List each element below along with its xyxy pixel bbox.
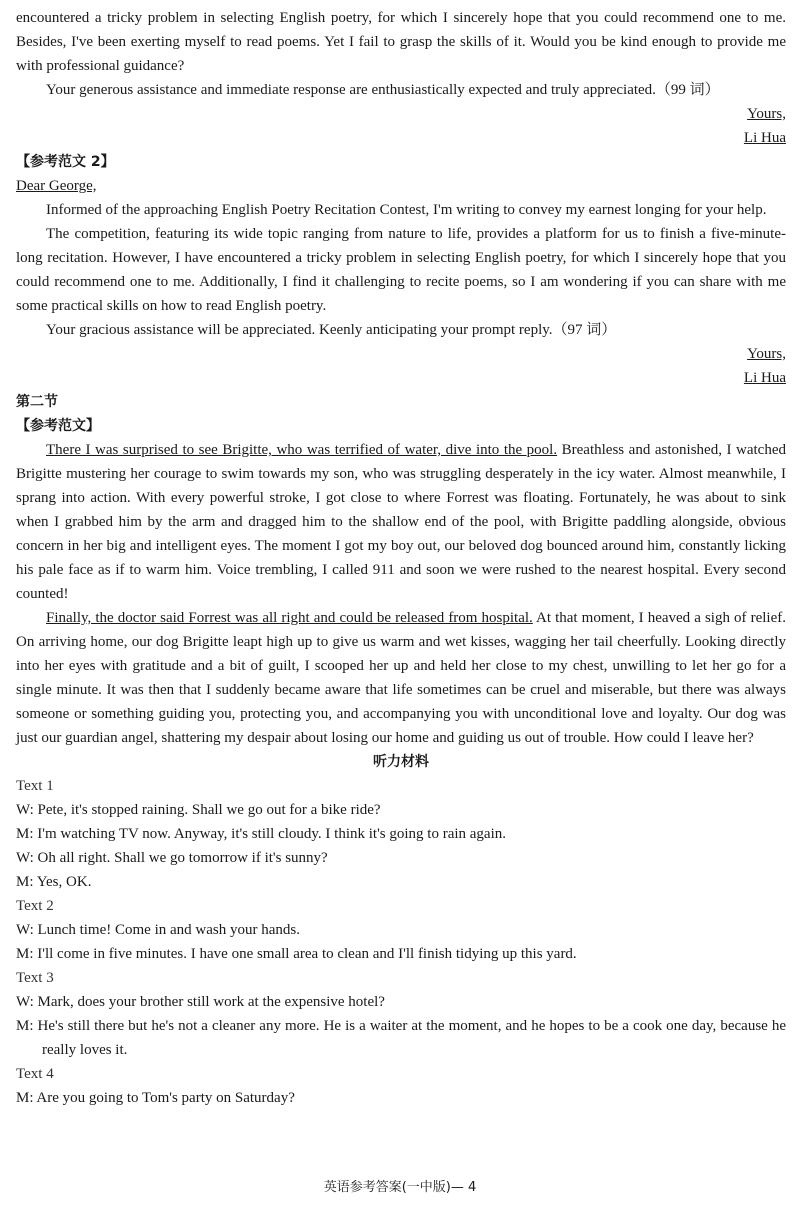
sample2-paragraph-2: The competition, featuring its wide topic ranging from nature to life, provides a platform for us to finish a five-minute-long recitation. However, I have encountered a tricky problem in selecting English poetry, for which I sincerely hope that you could recommend one to me. Additionally, I find it challenging to recite poems, so I am wondering if you can share with me some practical skills on how to read English poetry. xyxy=(16,226,786,314)
dialogue-line: W: Lunch time! Come in and wash your hands. xyxy=(16,922,300,938)
dialogue-line: M: I'm watching TV now. Anyway, it's still cloudy. I think it's going to rain again. xyxy=(16,826,507,842)
paragraph-1-body: Breathless and astonished, I watched Brigitte mustering her courage to swim towards my son, who was struggling desperately in the icy water. Almost meanwhile, I sprang into action. With every powerful stroke, I got close to where Forrest was floating. Fortunately, he was about to sink when I grabbed him by the arm and dragged him to the shallow end of the pool, with Brigitte paddling alongside, obvious concern in her big and intelligent eyes. The moment I got my boy out, our beloved dog bounced around him, constantly licking his pale face as if to warm him. Voice trembling, I called 911 and soon we were rushed to the nearest hospital. Every second counted! xyxy=(16,442,786,602)
continuation-paragraph-2 xyxy=(16,606,786,750)
text-3-label: Text 3 xyxy=(16,970,54,986)
section2-title: 第二节 xyxy=(16,394,58,410)
sample1-paragraph-2: Your generous assistance and immediate response are enthusiastically expected and truly appreciated.（99 词） xyxy=(46,82,720,98)
dialogue-line: M: Are you going to Tom's party on Saturday? xyxy=(16,1090,295,1106)
sample1-closing: Yours, xyxy=(747,106,786,122)
continuation-paragraph-1 xyxy=(16,438,786,606)
text-1-label: Text 1 xyxy=(16,778,54,794)
answer-page xyxy=(16,6,786,1110)
sample2-greeting: Dear George, xyxy=(16,178,97,194)
sample2-paragraph-1: Informed of the approaching English Poetry Recitation Contest, I'm writing to convey my earnest longing for your help. xyxy=(46,202,767,218)
dialogue-line: M: Yes, OK. xyxy=(16,874,92,890)
paragraph-1-opening-sentence: There I was surprised to see Brigitte, who was terrified of water, dive into the pool. xyxy=(46,442,558,458)
sample1-paragraph-1: encountered a tricky problem in selecting English poetry, for which I sincerely hope that you could recommend one to me. Besides, I've been exerting myself to read poems. Yet I fail to grasp the skills of it. Would you be kind enough to provide me with professional guidance? xyxy=(16,10,786,74)
text-2-label: Text 2 xyxy=(16,898,54,914)
dialogue-line: M: I'll come in five minutes. I have one small area to clean and I'll finish tidying up this yard. xyxy=(16,946,577,962)
sample2-signature: Li Hua xyxy=(743,370,786,386)
paragraph-2-body: At that moment, I heaved a sigh of relief. On arriving home, our dog Brigitte leapt high up to give us warm and wet kisses, wagging her tail cheerfully. Looking directly into her eyes with gratitude and a bit of guilt, I scooped her up and held her close to my chest, unwilling to let her go for a single minute. It was then that I suddenly became aware that life sometimes can be cruel and miserable, but there was always someone or something guiding you, protecting you, and accompanying you with unconditional love and loyalty. Our dog was just our guardian angel, shattering my despair about losing our home and guiding us out of trouble. How could I leave her? xyxy=(16,610,786,746)
sample1-signature: Li Hua xyxy=(743,130,786,146)
dialogue-line: W: Mark, does your brother still work at the expensive hotel? xyxy=(16,994,385,1010)
listening-title: 听力材料 xyxy=(373,754,429,770)
paragraph-2-opening-sentence: Finally, the doctor said Forrest was all right and could be released from hospital. xyxy=(46,610,533,626)
section2-heading: 【参考范文】 xyxy=(16,418,100,434)
dialogue-line: W: Oh all right. Shall we go tomorrow if it's sunny? xyxy=(16,850,328,866)
sample2-paragraph-3: Your gracious assistance will be appreciated. Keenly anticipating your prompt reply.（97 词） xyxy=(46,322,617,338)
page-footer: 英语参考答案(一中版)— 4 xyxy=(323,1180,477,1195)
dialogue-line: M: He's still there but he's not a cleaner any more. He is a waiter at the moment, and he hopes to be a cook one day, because he really loves it. xyxy=(16,1018,786,1058)
sample2-heading: 【参考范文 2】 xyxy=(16,154,115,170)
text-4-label: Text 4 xyxy=(16,1066,54,1082)
sample2-closing: Yours, xyxy=(747,346,786,362)
dialogue-line: W: Pete, it's stopped raining. Shall we go out for a bike ride? xyxy=(16,802,381,818)
